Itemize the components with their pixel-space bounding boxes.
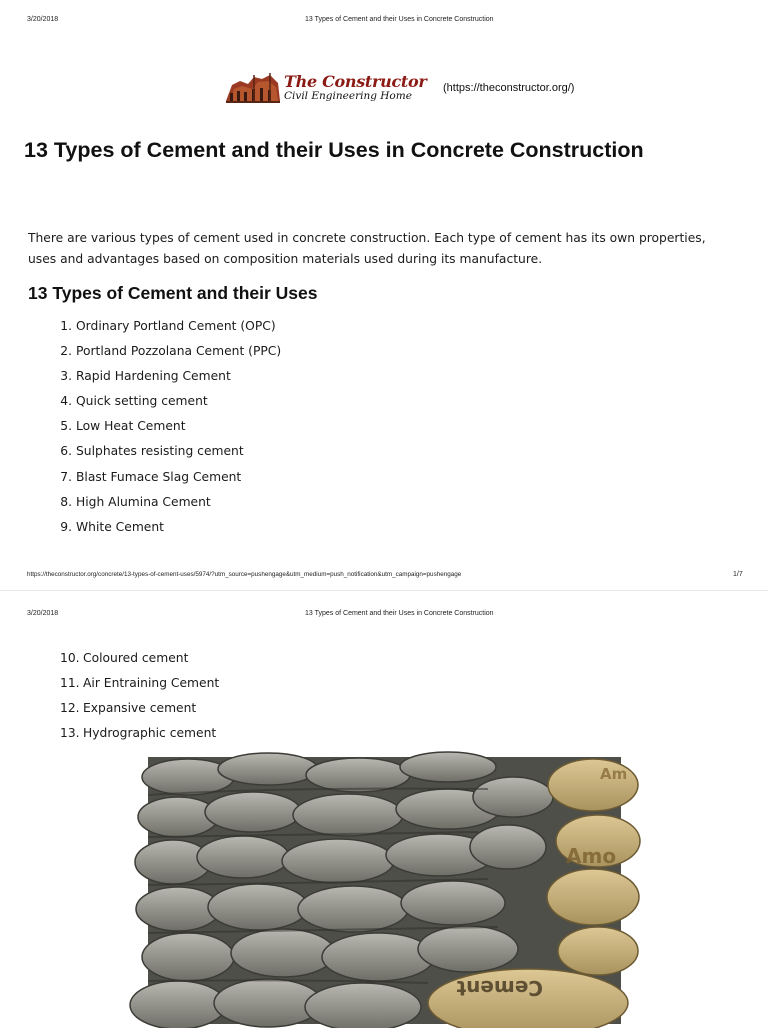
- bag-print-text: Amo: [566, 844, 617, 868]
- list-item: 4. Quick setting cement: [60, 394, 208, 409]
- page-divider: [0, 590, 768, 591]
- logo-subtitle: Civil Engineering Home: [284, 90, 412, 103]
- bridge-building-logo-icon: [224, 71, 282, 105]
- logo-title: The Constructor: [284, 72, 427, 92]
- print-footer-url: https://theconstructor.org/concrete/13-types-of-cement-uses/5974/?utm_source=pushengage&utm_medium=push_notification&utm_campaign=pushengage: [27, 571, 462, 578]
- list-item: 13. Hydrographic cement: [60, 726, 217, 741]
- cement-types-list: [60, 318, 281, 544]
- intro-paragraph: There are various types of cement used in concrete construction. Each type of cement has its own properties, uses and advantages based on composition materials used during its manufacture.: [28, 231, 706, 266]
- list-item: 7. Blast Fumace Slag Cement: [60, 469, 242, 484]
- list-item: 6. Sulphates resisting cement: [60, 444, 244, 459]
- list-item: 9. White Cement: [60, 519, 164, 534]
- bag-print-text: Cement: [456, 976, 543, 1000]
- list-item: 10. Coloured cement: [60, 651, 189, 665]
- logo-url-link[interactable]: (https://theconstructor.org/): [443, 82, 575, 94]
- cement-types-list-continued: [60, 650, 219, 750]
- list-item: 5. Low Heat Cement: [60, 419, 186, 434]
- list-item: 2. Portland Pozzolana Cement (PPC): [60, 344, 282, 359]
- print-header-title: 13 Types of Cement and their Uses in Concrete Construction: [305, 16, 494, 23]
- list-item: 1. Ordinary Portland Cement (OPC): [60, 319, 276, 333]
- cement-bags-photo: [148, 757, 628, 1024]
- cement-bags-illustration: [148, 757, 628, 1024]
- print-date: 3/20/2018: [27, 610, 59, 617]
- list-item: 3. Rapid Hardening Cement: [60, 369, 231, 384]
- section-heading: 13 Types of Cement and their Uses: [28, 283, 318, 303]
- bag-print-text: Am: [600, 765, 628, 783]
- page-number: 1/7: [733, 571, 743, 578]
- list-item: 11. Air Entraining Cement: [60, 676, 220, 691]
- list-item: 8. High Alumina Cement: [60, 494, 211, 509]
- site-logo[interactable]: [224, 70, 427, 106]
- print-header-title: 13 Types of Cement and their Uses in Concrete Construction: [305, 610, 494, 617]
- print-date: 3/20/2018: [27, 16, 59, 23]
- list-item: 12. Expansive cement: [60, 701, 197, 716]
- article-title: 13 Types of Cement and their Uses in Concrete Construction: [24, 138, 644, 162]
